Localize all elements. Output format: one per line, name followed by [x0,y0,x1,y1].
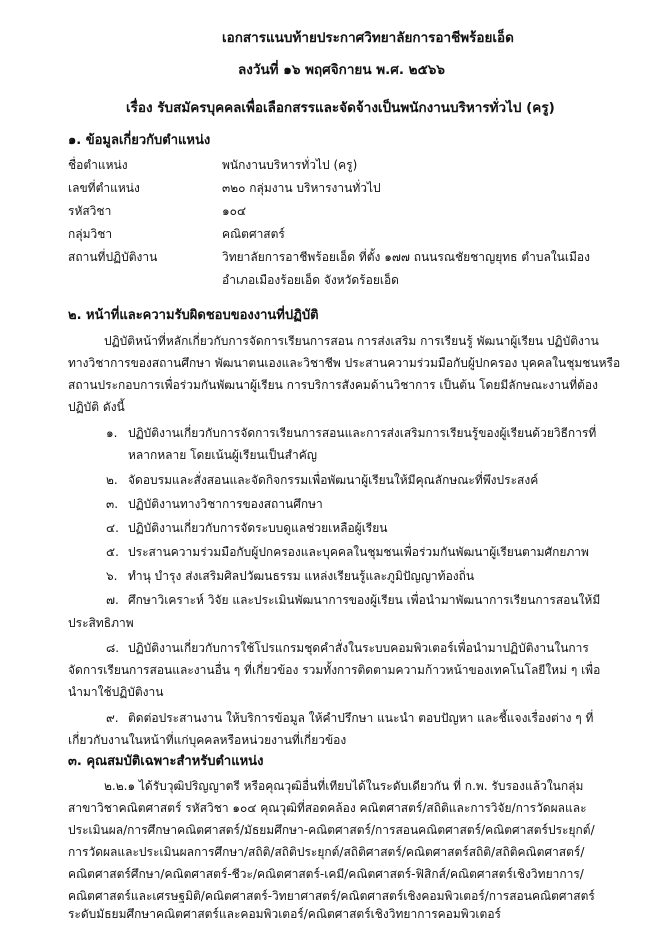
duty-number: ๗. [106,593,119,607]
duty-text: ประสิทธิภาพ [68,616,134,630]
qualification-line: คณิตศาสตร์ศึกษา/คณิตศาสตร์-ชีวะ/คณิตศาสตร์-เคมี/คณิตศาสตร์-ฟิสิกส์/คณิตศาสตร์เชิงวิทยาการ/ [68,867,584,881]
section2-intro-line: ทางวิชาการของสถานศึกษา พัฒนาตนเองและวิชาชีพ ประสานความร่วมมือกับผู้ปกครอง บุคคลในชุมชนหรือ [68,356,621,370]
qualification-line: ระดับมัธยมศึกษาคณิตศาสตร์และคอมพิวเตอร์/คณิตศาสตร์เชิงวิทยาการคอมพิวเตอร์ [68,907,501,921]
section2-intro-line: สถานประกอบการเพื่อร่วมกันพัฒนาผู้เรียน การบริการสังคมด้านวิชาการ เป็นต้น โดยมีลักษณะงานที่ต้อง [68,378,598,392]
duty-text: ทำนุ บำรุง ส่งเสริมศิลปวัฒนธรรม แหล่งเรียนรู้และภูมิปัญญาท้องถิ่น [128,569,475,583]
duty-text: หลากหลาย โดยเน้นผู้เรียนเป็นสำคัญ [128,448,317,462]
section3-title: ๓. คุณสมบัติเฉพาะสำหรับตำแหน่ง [68,754,264,769]
duty-number: ๖. [106,569,118,583]
workplace-value-line2: อำเภอเมืองร้อยเอ็ด จังหวัดร้อยเอ็ด [222,273,399,287]
duty-text: ศึกษาวิเคราะห์ วิจัย และประเมินพัฒนาการของผู้เรียน เพื่อนำมาพัฒนาการเรียนการสอนให้มี [128,593,601,607]
duty-text: ประสานความร่วมมือกับผู้ปกครองและบุคคลในชุมชนเพื่อร่วมกันพัฒนาผู้เรียนตามศักยภาพ [128,545,589,559]
duty-text: ปฏิบัติงานทางวิชาการของสถานศึกษา [128,497,323,511]
position-number-label: เลขที่ตำแหน่ง [68,181,140,195]
section1-title: ๑. ข้อมูลเกี่ยวกับตำแหน่ง [68,133,211,148]
subject-code-value: ๑๐๔ [222,204,247,218]
position-number-value: ๓๒๐ กลุ่มงาน บริหารงานทั่วไป [222,181,381,195]
subject-code-label: รหัสวิชา [68,204,112,218]
duty-text: จัดการเรียนการสอนและงานอื่น ๆ ที่เกี่ยวข้อง รวมทั้งการติดตามความก้าวหน้าของเทคโนโลยีใหม่ ๆ เพื่อ [68,663,601,677]
section2-intro-line: ปฏิบัติ ดังนี้ [68,400,125,414]
duty-text: ติดต่อประสานงาน ให้บริการข้อมูล ให้คำปรึกษา แนะนำ ตอบปัญหา และชี้แจงเรื่องต่าง ๆ ที่ [128,711,594,725]
duty-text: จัดอบรมและสั่งสอนและจัดกิจกรรมเพื่อพัฒนาผู้เรียนให้มีคุณลักษณะที่พึงประสงค์ [128,473,539,487]
qualification-line: ๒.๒.๑ ได้รับวุฒิปริญญาตรี หรือคุณวุฒิอื่นที่เทียบได้ในระดับเดียวกัน ที่ ก.พ. รับรองแล้วในกลุ่ม [104,779,584,793]
duty-number: ๑. [106,426,118,440]
duty-number: ๔. [106,521,119,535]
duty-number: ๓. [106,497,119,511]
subject-group-value: คณิตศาสตร์ [222,227,285,241]
workplace-value: วิทยาลัยการอาชีพร้อยเอ็ด ที่ตั้ง ๑๗๗ ถนนรณชัยชาญยุทธ ตำบลในเมือง [222,250,590,264]
duty-number: ๒. [106,473,118,487]
header-title: เอกสารแนบท้ายประกาศวิทยาลัยการอาชีพร้อยเอ็ด [222,30,514,46]
qualification-line: คณิตศาสตร์และเศรษฐมิติ/คณิตศาสตร์-วิทยาศาสตร์/คณิตศาสตร์เชิงคอมพิวเตอร์/การสอนคณิตศาสตร์ [68,889,595,903]
section2-intro-line: ปฏิบัติหน้าที่หลักเกี่ยวกับการจัดการเรียนการสอน การส่งเสริม การเรียนรู้ พัฒนาผู้เรียน ปฏิบัติงาน [104,334,599,348]
section2-title: ๒. หน้าที่และความรับผิดชอบของงานที่ปฏิบัติ [68,308,319,323]
duty-text: ปฏิบัติงานเกี่ยวกับการใช้โปรแกรมชุดคำสั่งในระบบคอมพิวเตอร์เพื่อนำมาปฏิบัติงานในการ [128,641,589,655]
duty-text: นำมาใช้ปฏิบัติงาน [68,685,164,699]
qualification-line: สาขาวิชาคณิตศาสตร์ รหัสวิชา ๑๐๔ คุณวุฒิที่สอดคล้อง คณิตศาสตร์/สถิติและการวิจัย/การวัดผลและ [68,801,587,815]
header-date: ลงวันที่ ๑๖ พฤศจิกายน พ.ศ. ๒๕๖๖ [238,62,445,78]
subject-group-label: กลุ่มวิชา [68,227,113,241]
duty-number: ๙. [106,711,119,725]
duty-number: ๕. [106,545,119,559]
duty-text: เกี่ยวกับงานในหน้าที่แก่บุคคลหรือหน่วยงานที่เกี่ยวข้อง [68,733,347,747]
qualification-line: การวัดผลและประเมินผลการศึกษา/สถิติ/สถิติประยุกต์/สถิติศาสตร์/คณิตศาสตร์สถิติ/สถิติคณิตศาสตร์/ [68,845,585,859]
subject-line: เรื่อง รับสมัครบุคคลเพื่อเลือกสรรและจัดจ้างเป็นพนักงานบริหารทั่วไป (ครู) [126,100,555,116]
position-name-label: ชื่อตำแหน่ง [68,158,128,172]
workplace-label: สถานที่ปฏิบัติงาน [68,250,158,264]
position-name-value: พนักงานบริหารทั่วไป (ครู) [222,158,358,172]
duty-text: ปฏิบัติงานเกี่ยวกับการจัดระบบดูแลช่วยเหลือผู้เรียน [128,521,388,535]
duty-text: ปฏิบัติงานเกี่ยวกับการจัดการเรียนการสอนและการส่งเสริมการเรียนรู้ของผู้เรียนด้วยวิธีการที่ [128,426,597,440]
duty-number: ๘. [106,641,120,655]
qualification-line: ประเมินผล/การศึกษาคณิตศาสตร์/มัธยมศึกษา-คณิตศาสตร์/การสอนคณิตศาสตร์/คณิตศาสตร์ประยุกต์/ [68,823,595,837]
